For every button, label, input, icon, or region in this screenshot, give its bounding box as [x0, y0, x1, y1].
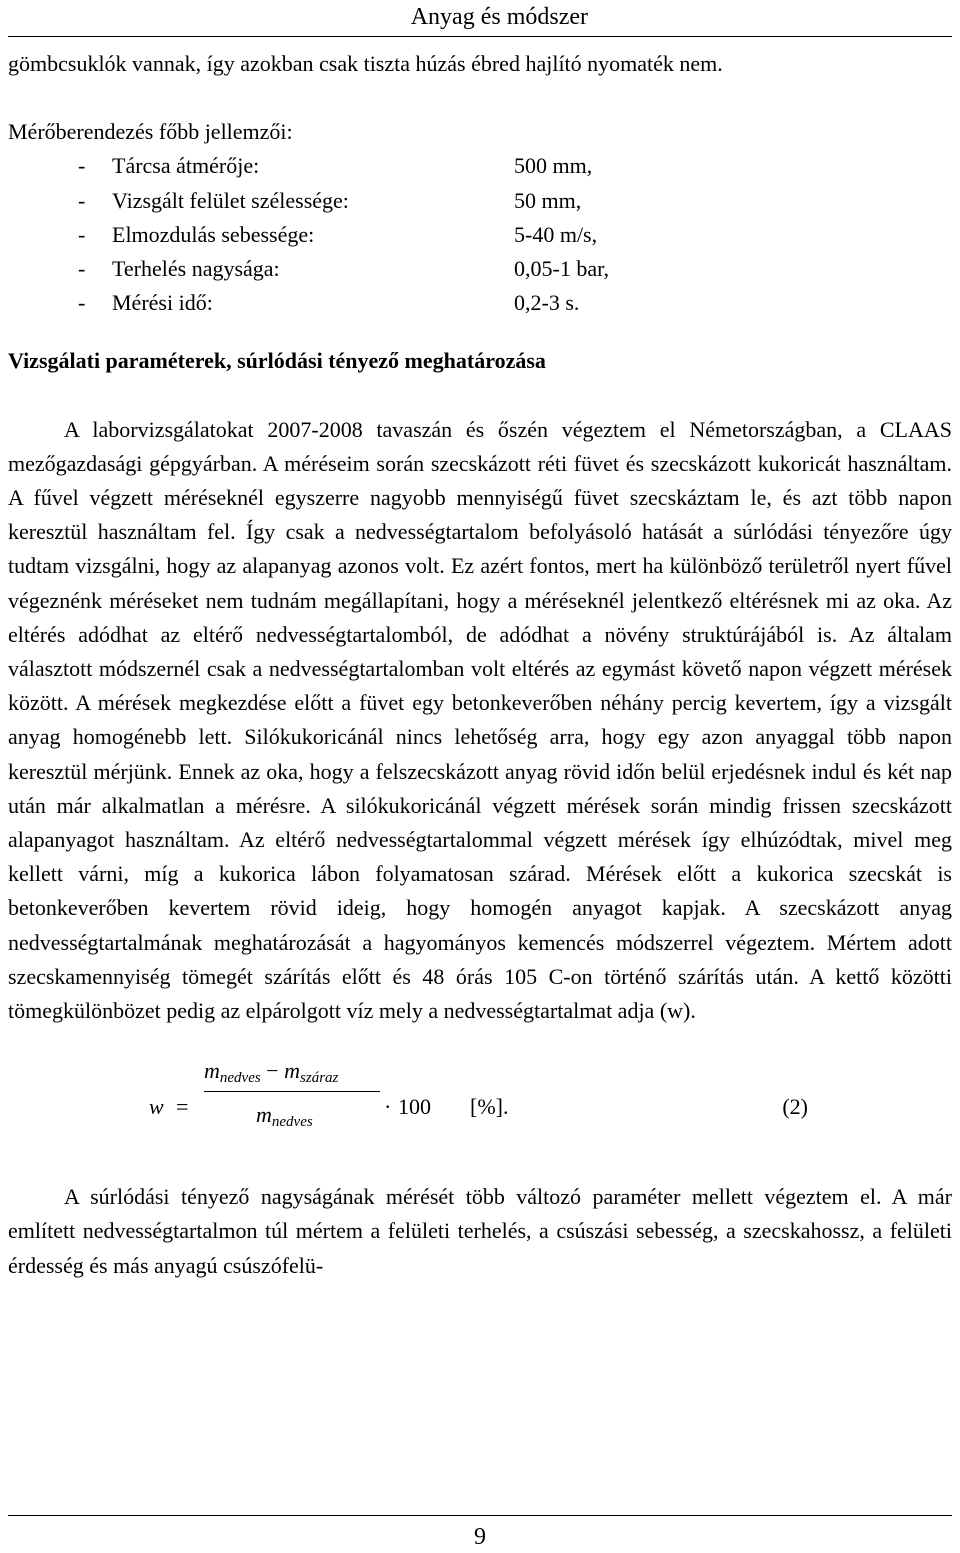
- spacer: [8, 1028, 952, 1052]
- spacer: [8, 320, 952, 344]
- denominator-sub: nedves: [271, 1114, 313, 1131]
- equation-lhs: w: [149, 1094, 164, 1120]
- spec-row: [8, 184, 952, 218]
- spec-label: Elmozdulás sebessége:: [112, 221, 315, 247]
- header-rule: [8, 36, 952, 37]
- spec-value: 5-40 m/s,: [514, 221, 598, 247]
- spec-dash: -: [78, 153, 86, 179]
- footer-rule: [8, 1515, 952, 1516]
- body-paragraph: A laborvizsgálatokat 2007-2008 tavaszán és őszén végeztem el Németországban, a CLAAS mezőgazdasági gépgyárban. A méréseim során szecskázott réti füvet és szecskázott kukoricát használtam. A fűvel végzett méréseknél egyszerre nagyobb mennyiségű füvet szecskáztam le, és azt több napon keresztül használtam fel. Így csak a nedvességtartalom befolyásoló hatását a súrlódási tényezőre úgy tudtam vizsgálni, hogy az alapanyag azonos volt. Ez azért fontos, mert ha különböző területről nyert fűvel végeznénk méréseket nem tudnám megállapítani, hogy a méréseknél jelentkező eltérésnek mi az oka. Az eltérés adódhat az eltérő nedvességtartalomból, de adódhat a növény struktúrájából is. Az általam választott módszernél csak a nedvességtartalomban volt eltérés az egymást követő napon végzett mérések között. A mérések megkezdése előtt a füvet egy betonkeverőben néhány percig kevertem, így a vizsgált anyag homogénebb lett. Silókukoricánál nincs lehetőség arra, hogy egy azon anyaggal több napon keresztül mérjünk. Ennek az oka, hogy a felszecskázott anyag rövid időn belül erjedésnek indul és két nap után már alkalmatlan a mérésre. A silókukoricánál végzett mérések során mindig frissen szecskázott alapanyagot használtam. Az eltérő nedvességtartalommal végzett mérések így elhúzódtak, mivel meg kellett várni, míg a kukorica lábon folyamatosan szárad. Mérések előtt a kukorica szecskát is betonkeverőben kevertem rövid ideig, hogy homogén anyagot kapjak. A szecskázott anyag nedvességtartalmának meghatározását a hagyományos kemencés módszerrel végeztem. Mértem adott szecskamennyiség tömegét szárítás előtt és 48 órás 105 C-on történő szárítás után. A kettő közötti tömegkülönbözet pedig az elpárolgott víz mely a nedvességtartalmat adja (w).: [8, 416, 952, 1023]
- equation-denominator: [256, 1098, 313, 1135]
- spec-label: Vizsgált felület szélessége:: [112, 187, 349, 213]
- spec-value: 0,05-1 bar,: [514, 255, 610, 281]
- intro-paragraph: gömbcsuklók vannak, így azokban csak tiszta húzás ébred hajlító nyomaték nem.: [8, 51, 723, 76]
- spec-label: Tárcsa átmérője:: [112, 153, 260, 179]
- fraction-bar: [204, 1091, 380, 1092]
- equation-numerator: [204, 1054, 338, 1091]
- spec-row: [8, 252, 952, 286]
- spec-dash: -: [78, 255, 86, 281]
- spec-dash: -: [78, 221, 86, 247]
- spacer: [8, 81, 952, 115]
- spec-row: [8, 218, 952, 252]
- spec-value: 50 mm,: [514, 187, 582, 213]
- spec-label: Terhelés nagysága:: [112, 255, 280, 281]
- numerator-minus: −: [266, 1058, 279, 1084]
- numerator-sub-dry: száraz: [300, 1070, 339, 1087]
- denominator-mass: m: [256, 1102, 272, 1128]
- spec-value: 500 mm,: [514, 153, 593, 179]
- spacer: [8, 379, 952, 413]
- page-number: 9: [474, 1524, 486, 1550]
- equation-unit: [%].: [470, 1094, 509, 1120]
- spec-value: 0,2-3 s.: [514, 290, 580, 316]
- running-header: Anyag és módszer: [410, 4, 588, 30]
- specs-list: [8, 149, 952, 320]
- spacer: [8, 1156, 952, 1180]
- numerator-mass-dry: m: [284, 1058, 301, 1084]
- equation-equals: =: [176, 1094, 189, 1120]
- numerator-sub-wet: nedves: [219, 1070, 261, 1087]
- numerator-mass-wet: m: [204, 1058, 220, 1084]
- spec-label: Mérési idő:: [112, 290, 213, 316]
- specs-heading: Mérőberendezés főbb jellemzői:: [8, 119, 293, 145]
- equation-number: (2): [782, 1094, 808, 1120]
- spec-row: [8, 149, 952, 183]
- equation-times: ·: [384, 1094, 392, 1120]
- page-body: [8, 47, 952, 1283]
- spec-dash: -: [78, 290, 86, 316]
- spec-dash: -: [78, 187, 86, 213]
- section-title: Vizsgálati paraméterek, súrlódási tényező meghatározása: [8, 348, 546, 374]
- closing-paragraph: A súrlódási tényező nagyságának mérését több változó paraméter mellett végeztem el. A már említett nedvességtartalmon túl mértem a felületi terhelés, a csúszási sebesség, a szecskahossz, a felületi érdesség és más anyagú csúszófelü-: [8, 1184, 952, 1278]
- spec-row: [8, 286, 952, 320]
- equation-factor: 100: [398, 1094, 431, 1120]
- moisture-equation: [8, 1052, 952, 1156]
